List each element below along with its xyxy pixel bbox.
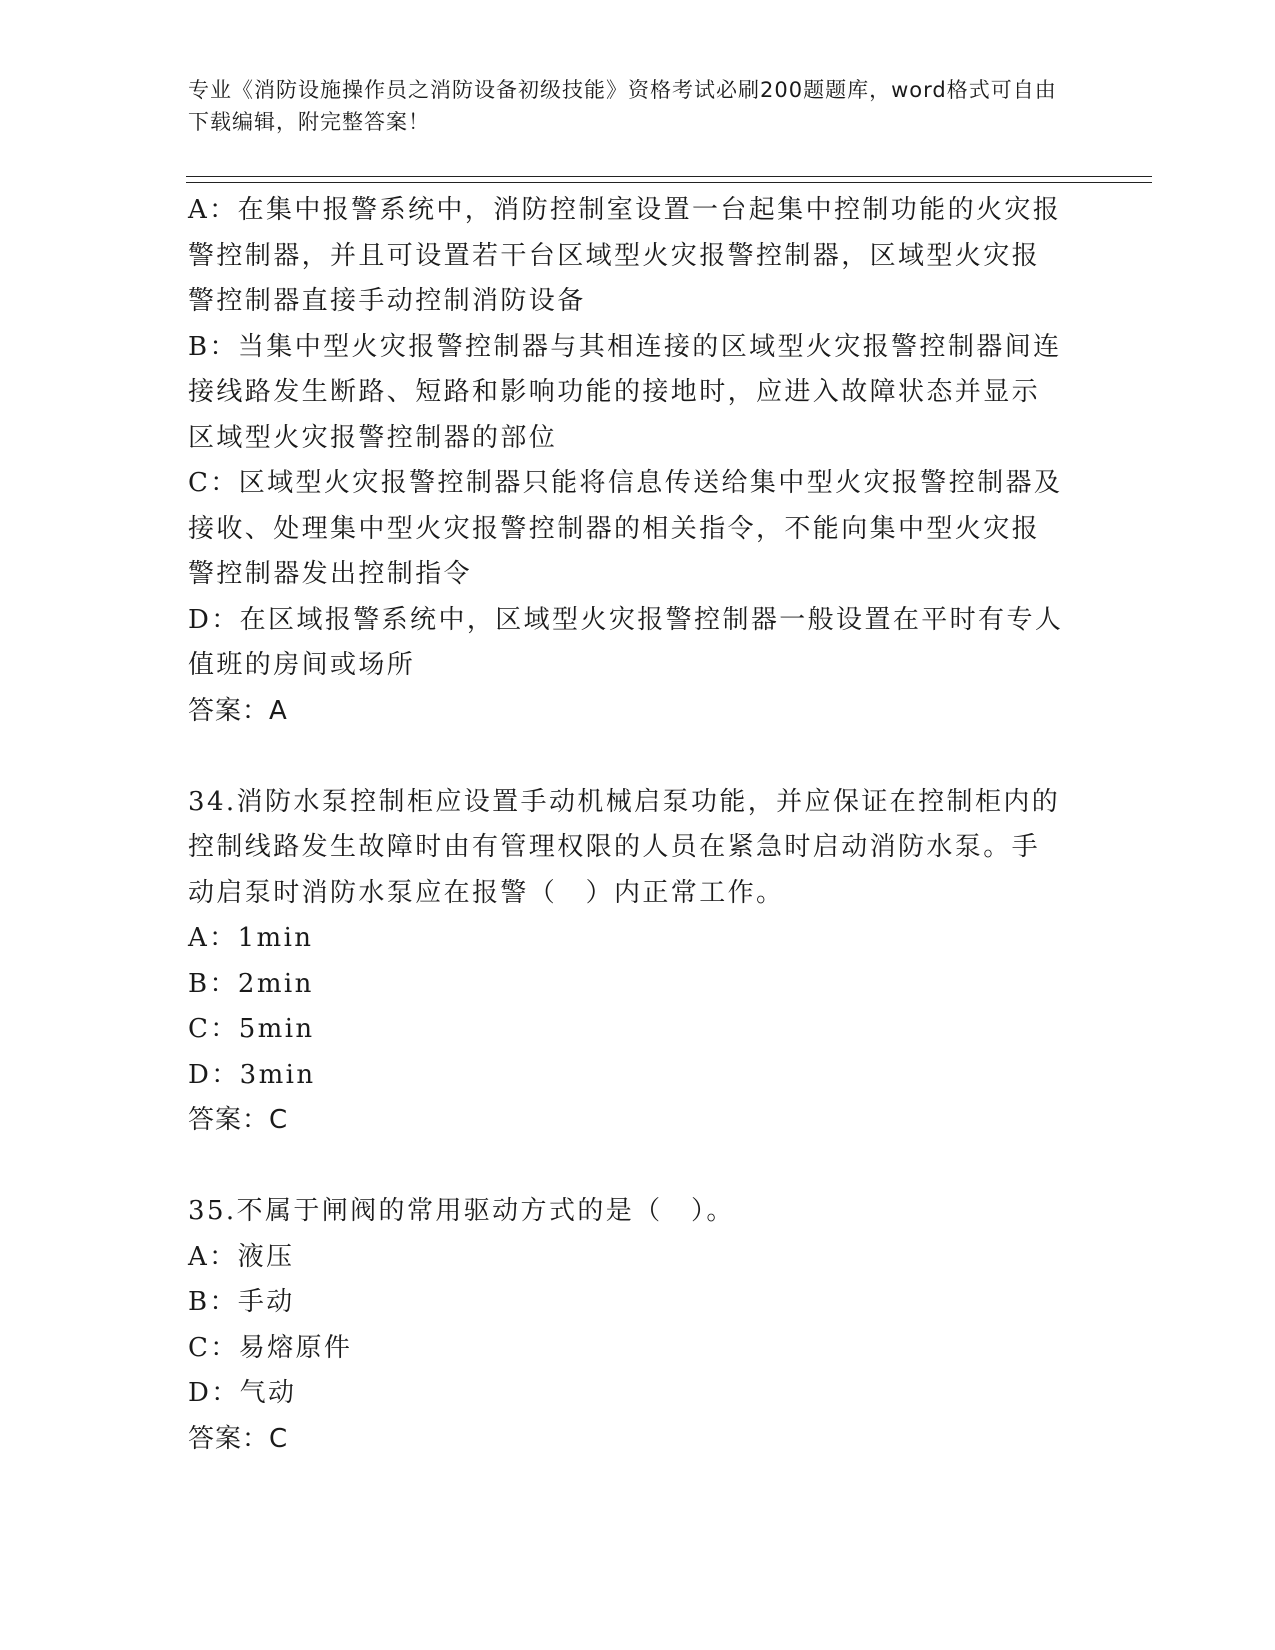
header-divider-top bbox=[186, 176, 1152, 177]
option-c: C：区域型火灾报警控制器只能将信息传送给集中型火灾报警控制器及接收、处理集中型火灾报警控制器的相关指令，不能向集中型火灾报警控制器发出控制指令 bbox=[188, 468, 1063, 589]
answer-line: 答案：C bbox=[188, 1423, 289, 1454]
option-d: D：气动 bbox=[188, 1378, 297, 1408]
option-d: D：在区域报警系统中，区域型火灾报警控制器一般设置在平时有专人值班的房间或场所 bbox=[188, 604, 1064, 680]
option-a: A：在集中报警系统中，消防控制室设置一台起集中控制功能的火灾报警控制器，并且可设置若干台区域型火灾报警控制器，区域型火灾报警控制器直接手动控制消防设备 bbox=[188, 195, 1062, 316]
question-35 bbox=[188, 1189, 1068, 1462]
option-c: C：易熔原件 bbox=[188, 1332, 353, 1363]
option-b: B：手动 bbox=[188, 1287, 295, 1317]
document-body bbox=[188, 188, 1068, 1462]
header-divider-bottom bbox=[186, 182, 1152, 183]
option-c: C：5min bbox=[188, 1014, 315, 1044]
option-b: B：当集中型火灾报警控制器与其相连接的区域型火灾报警控制器间连接线路发生断路、短路和影响功能的接地时，应进入故障状态并显示区域型火灾报警控制器的部位 bbox=[188, 331, 1062, 453]
question-33-continued bbox=[188, 188, 1068, 734]
answer-line: 答案：A bbox=[188, 695, 288, 726]
option-d: D：3min bbox=[188, 1059, 316, 1090]
answer-line: 答案：C bbox=[188, 1105, 289, 1135]
document-header: 专业《消防设施操作员之消防设备初级技能》资格考试必刷200题题库，word格式可自由下载编辑，附完整答案！ bbox=[188, 78, 1057, 134]
question-stem: 34.消防水泵控制柜应设置手动机械启泵功能，并应保证在控制柜内的控制线路发生故障时由有管理权限的人员在紧急时启动消防水泵。手动启泵时消防水泵应在报警（ ）内正常工作。 bbox=[188, 786, 1061, 908]
question-spacer bbox=[188, 734, 1068, 780]
question-34 bbox=[188, 780, 1068, 1144]
option-a: A：液压 bbox=[188, 1241, 295, 1272]
question-stem: 35.不属于闸阀的常用驱动方式的是（ ）。 bbox=[188, 1196, 735, 1226]
question-spacer bbox=[188, 1144, 1068, 1190]
option-b: B：2min bbox=[188, 968, 314, 999]
option-a: A：1min bbox=[188, 923, 314, 953]
